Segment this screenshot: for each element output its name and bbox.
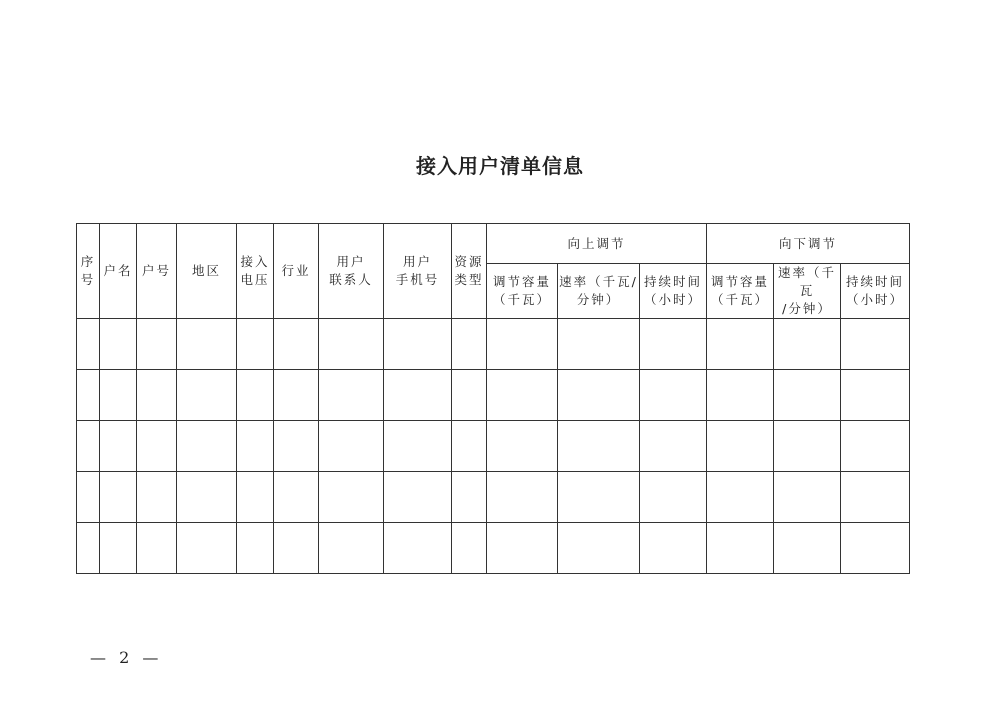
header-contact: 用户 联系人 — [319, 224, 384, 319]
table-cell[interactable] — [177, 523, 237, 574]
table-cell[interactable] — [274, 523, 319, 574]
table-cell[interactable] — [100, 523, 137, 574]
header-name: 户名 — [100, 224, 137, 319]
header-down-group: 向下调节 — [707, 224, 910, 264]
table-cell[interactable] — [237, 370, 274, 421]
table-cell[interactable] — [384, 472, 452, 523]
page-title: 接入用户清单信息 — [416, 154, 584, 178]
table-cell[interactable] — [384, 370, 452, 421]
table-cell[interactable] — [77, 523, 100, 574]
table-cell[interactable] — [487, 421, 558, 472]
table-cell[interactable] — [319, 319, 384, 370]
table-row — [77, 523, 910, 574]
table-cell[interactable] — [100, 370, 137, 421]
table-cell[interactable] — [137, 523, 177, 574]
table-cell[interactable] — [100, 319, 137, 370]
table-cell[interactable] — [237, 421, 274, 472]
table-cell[interactable] — [452, 421, 487, 472]
header-down-capacity: 调节容量 （千瓦） — [707, 264, 774, 319]
table-cell[interactable] — [640, 472, 707, 523]
table-cell[interactable] — [487, 319, 558, 370]
header-index: 序 号 — [77, 224, 100, 319]
table-cell[interactable] — [487, 523, 558, 574]
table-cell[interactable] — [177, 421, 237, 472]
header-up-duration: 持续时间 （小时） — [640, 264, 707, 319]
table-cell[interactable] — [558, 472, 640, 523]
table-cell[interactable] — [774, 472, 841, 523]
table-cell[interactable] — [452, 472, 487, 523]
table-cell[interactable] — [841, 370, 910, 421]
table-cell[interactable] — [177, 472, 237, 523]
table-cell[interactable] — [384, 523, 452, 574]
table-cell[interactable] — [558, 370, 640, 421]
table-cell[interactable] — [100, 421, 137, 472]
table-cell[interactable] — [841, 319, 910, 370]
table-cell[interactable] — [77, 319, 100, 370]
table-cell[interactable] — [774, 370, 841, 421]
header-region: 地区 — [177, 224, 237, 319]
table-cell[interactable] — [707, 523, 774, 574]
table-cell[interactable] — [237, 472, 274, 523]
table-cell[interactable] — [558, 421, 640, 472]
table-cell[interactable] — [319, 523, 384, 574]
table-cell[interactable] — [487, 370, 558, 421]
header-down-rate: 速率（千瓦 /分钟） — [774, 264, 841, 319]
table-cell[interactable] — [707, 319, 774, 370]
table-cell[interactable] — [274, 472, 319, 523]
header-phone: 用户 手机号 — [384, 224, 452, 319]
table-cell[interactable] — [137, 370, 177, 421]
header-up-group: 向上调节 — [487, 224, 707, 264]
table-cell[interactable] — [137, 472, 177, 523]
table-cell[interactable] — [137, 319, 177, 370]
table-cell[interactable] — [237, 523, 274, 574]
table-cell[interactable] — [640, 523, 707, 574]
table-cell[interactable] — [707, 472, 774, 523]
table-cell[interactable] — [137, 421, 177, 472]
table-row — [77, 319, 910, 370]
table-cell[interactable] — [487, 472, 558, 523]
header-up-rate: 速率（千瓦/ 分钟） — [558, 264, 640, 319]
table-cell[interactable] — [841, 421, 910, 472]
table-cell[interactable] — [640, 370, 707, 421]
header-up-capacity: 调节容量 （千瓦） — [487, 264, 558, 319]
header-down-duration: 持续时间 （小时） — [841, 264, 910, 319]
table-cell[interactable] — [707, 421, 774, 472]
table-cell[interactable] — [237, 319, 274, 370]
table-cell[interactable] — [841, 523, 910, 574]
table-row — [77, 472, 910, 523]
page-number: — 2 — — [90, 648, 163, 667]
table-cell[interactable] — [274, 319, 319, 370]
table-cell[interactable] — [452, 370, 487, 421]
table-cell[interactable] — [77, 421, 100, 472]
header-industry: 行业 — [274, 224, 319, 319]
table-cell[interactable] — [774, 319, 841, 370]
table-cell[interactable] — [640, 319, 707, 370]
table-cell[interactable] — [558, 523, 640, 574]
table-cell[interactable] — [100, 472, 137, 523]
table-cell[interactable] — [640, 421, 707, 472]
table-cell[interactable] — [452, 523, 487, 574]
table-cell[interactable] — [452, 319, 487, 370]
table-cell[interactable] — [274, 370, 319, 421]
table-cell[interactable] — [774, 421, 841, 472]
header-account: 户号 — [137, 224, 177, 319]
table-cell[interactable] — [319, 472, 384, 523]
table-cell[interactable] — [384, 319, 452, 370]
table-cell[interactable] — [384, 421, 452, 472]
user-list-table — [76, 223, 910, 574]
table-row — [77, 370, 910, 421]
table-cell[interactable] — [774, 523, 841, 574]
table-cell[interactable] — [274, 421, 319, 472]
table-row — [77, 421, 910, 472]
table-cell[interactable] — [319, 370, 384, 421]
header-voltage: 接入 电压 — [237, 224, 274, 319]
table-cell[interactable] — [177, 370, 237, 421]
table-cell[interactable] — [707, 370, 774, 421]
table-cell[interactable] — [558, 319, 640, 370]
header-resource-type: 资源 类型 — [452, 224, 487, 319]
table-cell[interactable] — [77, 472, 100, 523]
table-cell[interactable] — [77, 370, 100, 421]
table-cell[interactable] — [319, 421, 384, 472]
table-cell[interactable] — [177, 319, 237, 370]
table-cell[interactable] — [841, 472, 910, 523]
